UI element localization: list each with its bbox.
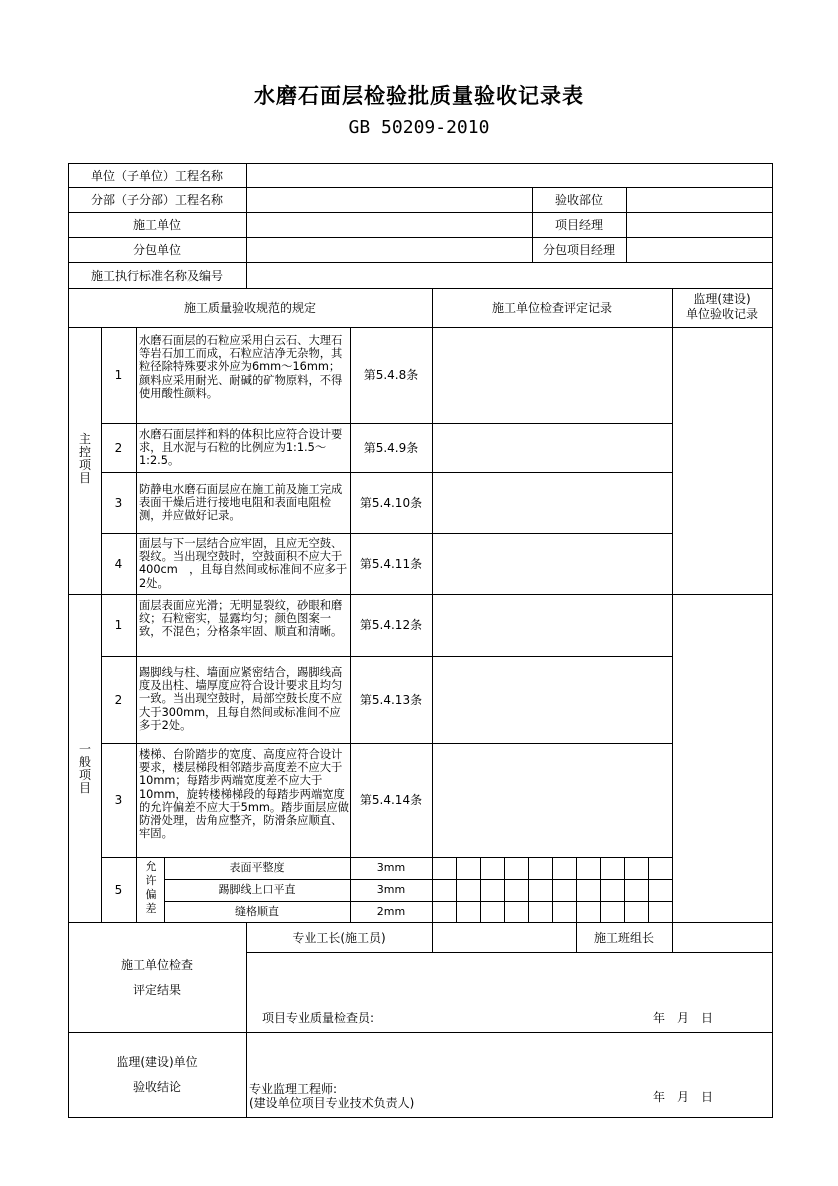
col-line	[432, 922, 433, 952]
allowed-deviation-label: 允许偏差	[145, 860, 157, 915]
item-number: 3	[114, 495, 123, 510]
grid-line	[552, 857, 553, 922]
item-number: 5	[114, 882, 123, 897]
sub-project-label: 分部（子分部）工程名称	[90, 193, 223, 207]
item-number: 4	[114, 556, 123, 571]
supervision-conclusion-label: 监理(建设)单位	[116, 1055, 198, 1069]
col-line	[246, 163, 247, 263]
col-line	[672, 922, 673, 952]
row-line	[246, 952, 773, 953]
item-requirement: 防静电水磨石面层应在施工前及施工完成表面干燥后进行接地电阻和表面电阻检测，并应做好记录。	[139, 483, 343, 523]
row-line	[68, 1032, 773, 1033]
item-clause: 第5.4.8条	[363, 368, 419, 382]
conclusion-date-label: 年 月 日	[653, 1090, 714, 1104]
supervision-conclusion-label-2: 验收结论	[132, 1080, 181, 1094]
acceptance-part-label: 验收部位	[554, 193, 603, 207]
page-title: 水磨石面层检验批质量验收记录表	[254, 84, 584, 108]
col-line	[246, 263, 247, 288]
item-clause: 第5.4.14条	[359, 793, 423, 807]
standard-name-label: 施工执行标准名称及编号	[90, 268, 223, 283]
item-number: 1	[114, 368, 123, 382]
item-requirement: 楼梯、台阶踏步的宽度、高度应符合设计要求，楼层梯段相邻踏步高度差不应大于10mm；每踏步两端宽度差不应大于10mm，旋转楼梯梯段的每踏步两端宽度的允许偏差不应大于5mm。踏步面层应做防滑处理，齿角应整齐，防滑条应顺直、牢固。	[139, 748, 349, 841]
self-check-result-label: 施工单位检查	[120, 958, 193, 972]
project-manager-label: 项目经理	[554, 218, 603, 232]
col-line	[136, 327, 137, 922]
standard-code: GB 50209-2010	[348, 117, 490, 138]
team-leader-label: 施工班组长	[593, 930, 654, 945]
grid-line	[624, 857, 625, 922]
supervising-engineer-label: 专业监理工程师:	[249, 1082, 338, 1096]
deviation-item-name: 缝格顺直	[235, 904, 279, 918]
item-clause: 第5.4.10条	[359, 495, 423, 510]
table-border-right	[772, 163, 773, 1118]
item-requirement: 踢脚线与柱、墙面应紧密结合，踢脚线高度及出柱、墙厚度应符合设计要求且均匀一致。当出现空鼓时，局部空鼓长度不应大于300mm，且每自然间或标准间不应多于2处。	[139, 666, 343, 732]
subcontract-unit-label: 分包单位	[132, 243, 181, 257]
grid-line	[600, 857, 601, 922]
foreman-label: 专业工长(施工员)	[292, 930, 386, 945]
table-border-bottom	[68, 1117, 773, 1118]
main-control-label: 主控项目	[78, 432, 91, 485]
grid-line	[528, 857, 529, 922]
spec-column-header: 施工质量验收规范的规定	[183, 301, 316, 315]
grid-line	[576, 857, 577, 922]
grid-line	[480, 857, 481, 922]
deviation-item-value: 3mm	[376, 861, 406, 874]
col-line	[626, 188, 627, 263]
item-number: 2	[114, 440, 123, 455]
general-items-label: 一般项目	[78, 742, 91, 795]
supervision-column-header: 监理(建设)	[693, 292, 751, 306]
item-number: 2	[114, 692, 123, 707]
owner-technical-lead-label: (建设单位项目专业技术负责人)	[249, 1096, 415, 1110]
item-clause: 第5.4.12条	[359, 618, 423, 632]
quality-inspector-label: 项目专业质量检查员:	[262, 1011, 375, 1025]
subcontract-manager-label: 分包项目经理	[542, 243, 615, 257]
col-line	[672, 288, 673, 922]
item-clause: 第5.4.9条	[363, 440, 419, 455]
grid-line	[456, 857, 457, 922]
item-requirement: 面层与下一层结合应牢固，且应无空鼓、裂纹。当出现空鼓时，空鼓面积不应大于400cm ，且每自然间或标准间不应多于2处。	[139, 537, 348, 590]
item-clause: 第5.4.13条	[359, 692, 423, 707]
unit-project-label: 单位（子单位）工程名称	[90, 168, 223, 183]
item-requirement: 水磨石面层拌和料的体积比应符合设计要求，且水泥与石粒的比例应为1:1.5～1:2.5。	[139, 428, 343, 468]
self-check-result-label-2: 评定结果	[132, 983, 181, 997]
deviation-item-name: 踢脚线上口平直	[218, 883, 296, 896]
deviation-item-value: 3mm	[376, 883, 406, 896]
item-requirement: 面层表面应光滑；无明显裂纹，砂眼和磨纹；石粒密实，显露均匀；颜色图案一致，不混色；分格条牢固、顺直和清晰。	[139, 599, 343, 639]
item-number: 3	[114, 793, 123, 807]
inspection-date-label: 年 月 日	[653, 1011, 714, 1025]
supervision-column-header-2: 单位验收记录	[685, 307, 758, 321]
grid-line	[504, 857, 505, 922]
item-number: 1	[114, 618, 123, 632]
acceptance-form-table	[68, 163, 773, 1118]
grid-line	[648, 857, 649, 922]
construction-unit-label: 施工单位	[132, 218, 181, 232]
self-check-column-header: 施工单位检查评定记录	[491, 301, 612, 315]
deviation-item-value: 2mm	[376, 904, 406, 918]
item-clause: 第5.4.11条	[359, 556, 423, 571]
col-line	[432, 288, 433, 922]
item-requirement: 水磨石面层的石粒应采用白云石、大理石等岩石加工而成，石粒应洁净无杂物，其粒径除特殊要求外应为6mm～16mm；颜料应采用耐光、耐碱的矿物原料，不得使用酸性颜料。	[139, 334, 343, 400]
deviation-item-name: 表面平整度	[229, 861, 285, 874]
